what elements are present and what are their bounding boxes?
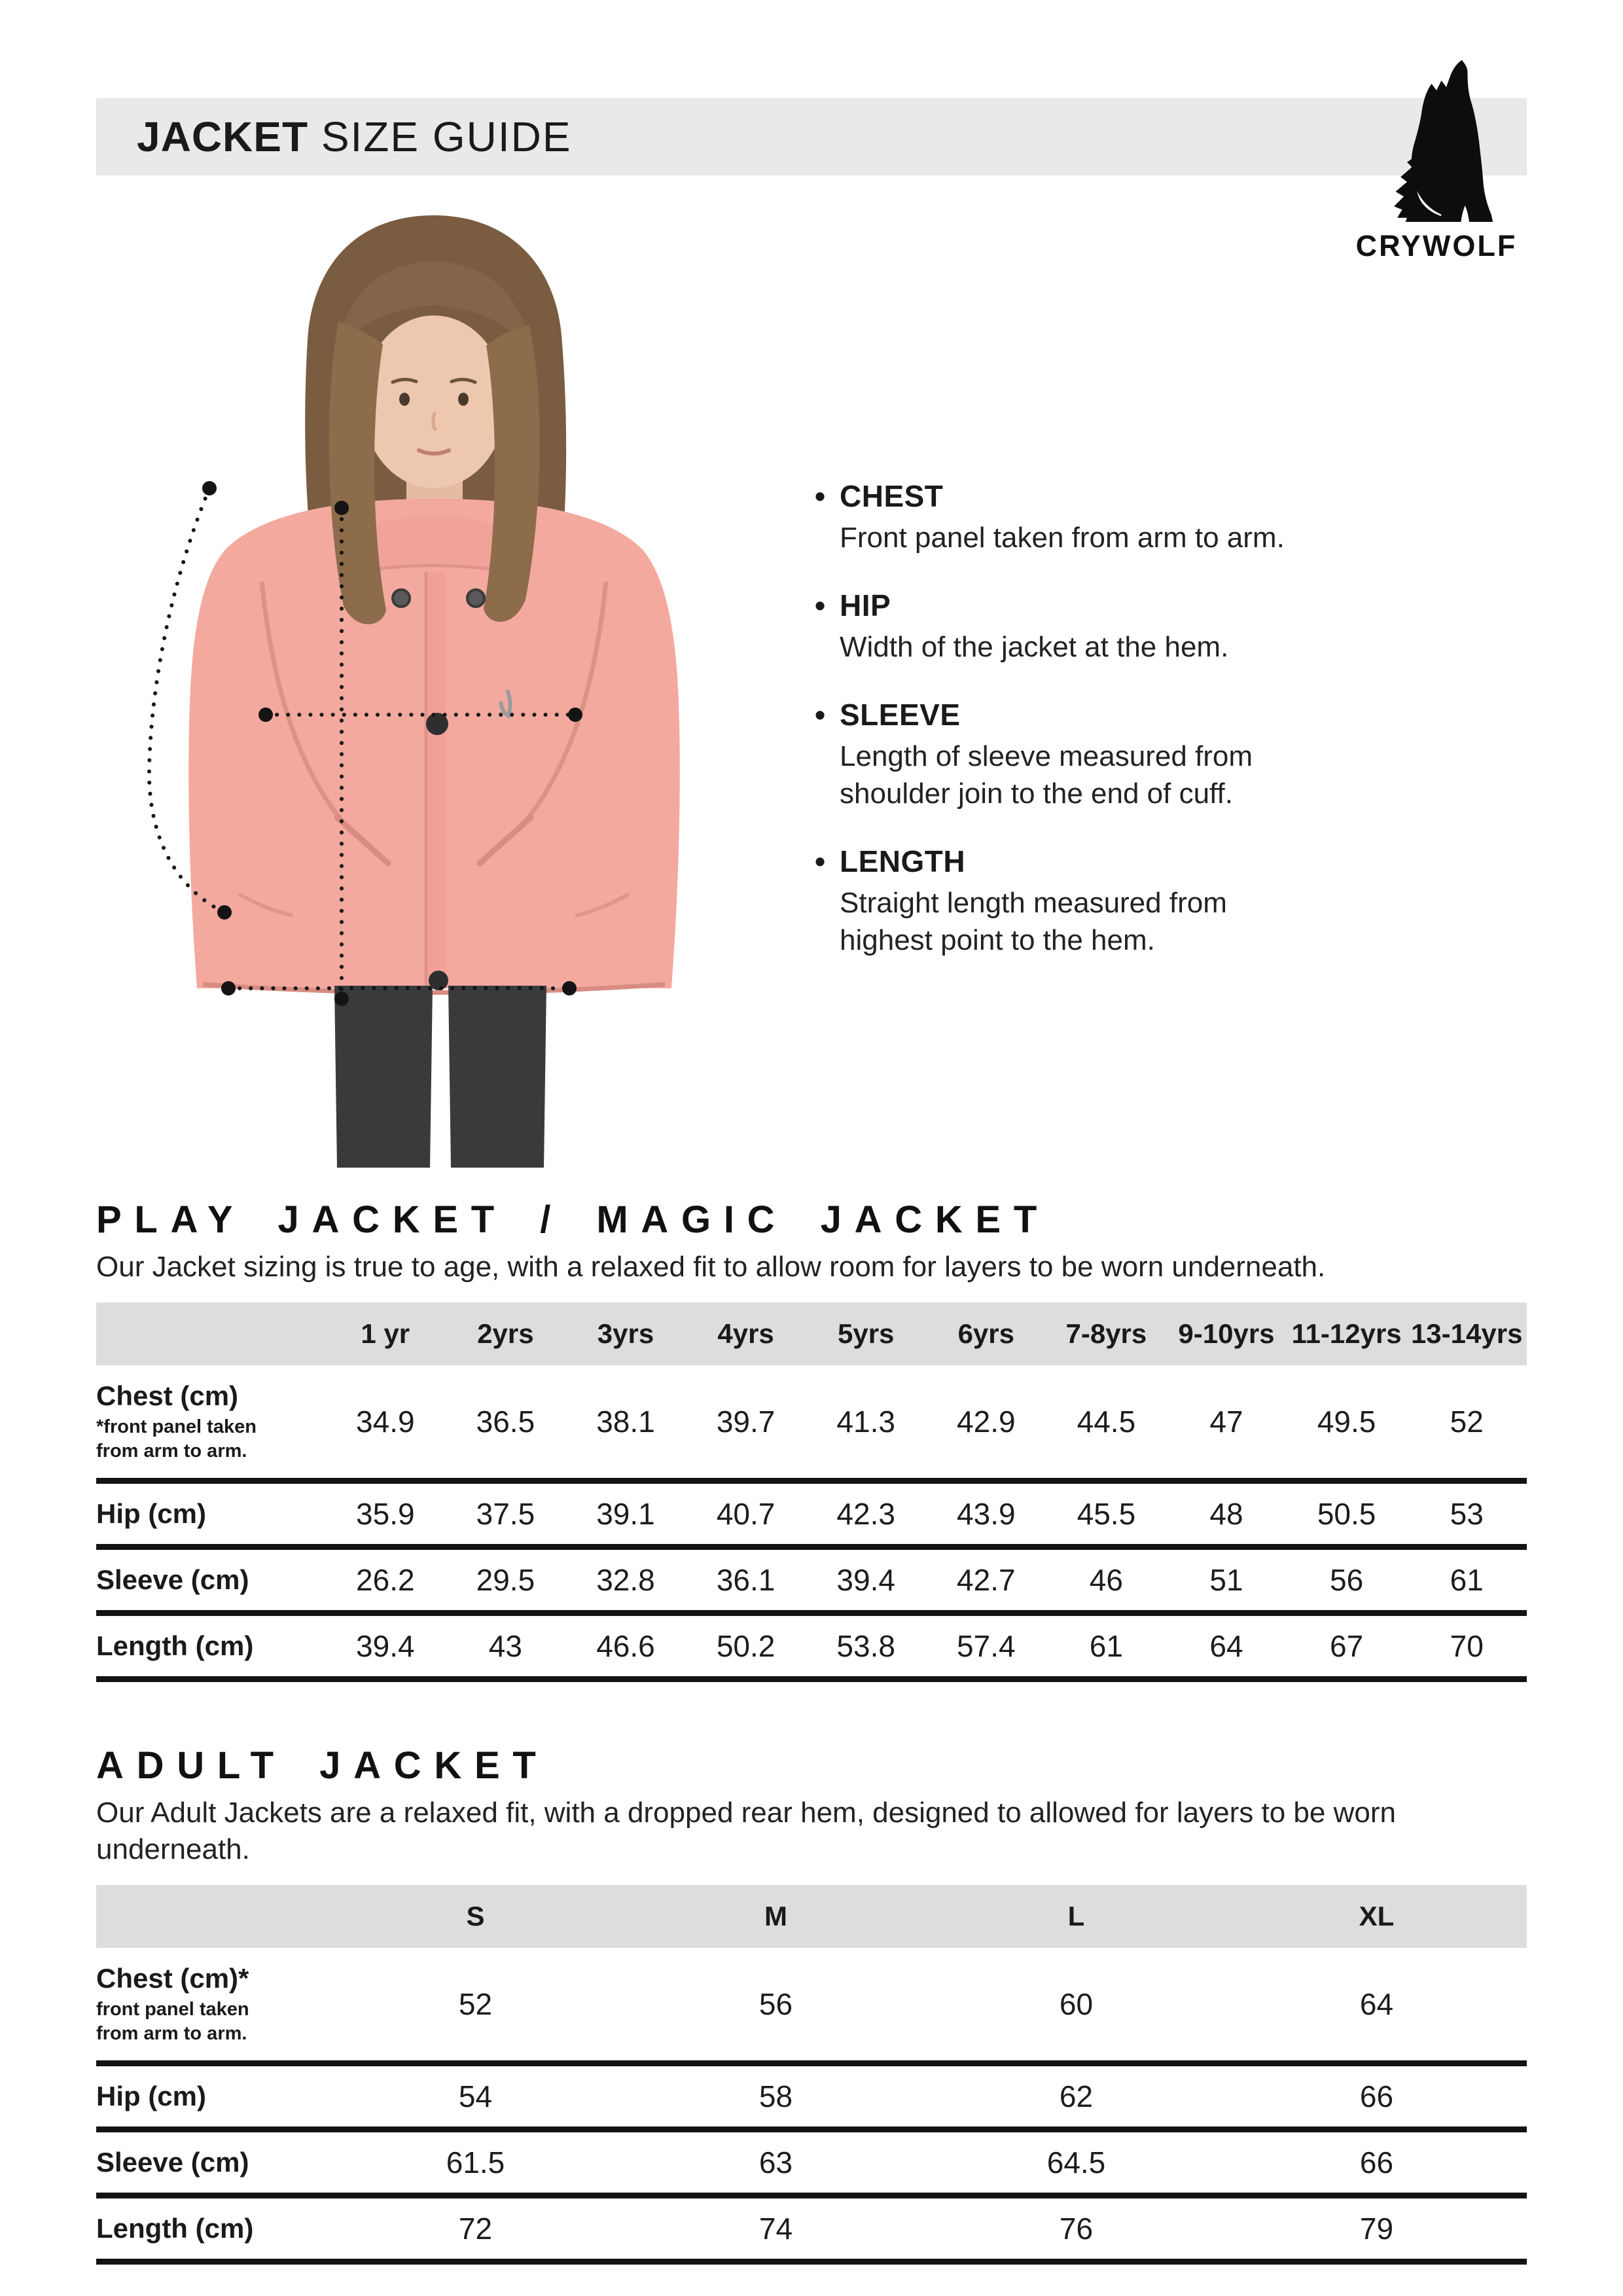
row-label — [96, 1491, 325, 1537]
play-jacket-size-table — [96, 1302, 1527, 1682]
size-value: 64 — [1359, 1987, 1394, 2021]
length-top-dot — [334, 501, 349, 515]
chest-left-dot — [259, 708, 273, 722]
size-value: 70 — [1450, 1629, 1484, 1663]
sleeve-cuff-dot — [217, 905, 232, 920]
size-value: 42.9 — [957, 1405, 1016, 1439]
size-value: 60 — [1059, 1987, 1094, 2021]
section-subtitle: Our Jacket sizing is true to age, with a relaxed fit to allow room for layers to be worn underneath. — [96, 1251, 1326, 1283]
brand-name: CRYWOLF — [1355, 229, 1518, 262]
collar-snap-right — [467, 590, 484, 607]
play-jacket-section — [96, 1199, 1527, 1682]
hero-section — [96, 199, 1527, 1181]
size-value: 76 — [1059, 2212, 1094, 2246]
row-label-text: Sleeve (cm) — [96, 1564, 249, 1595]
placket — [426, 572, 446, 988]
size-value: 46 — [1089, 1563, 1123, 1597]
column-header: 1 yr — [361, 1318, 410, 1349]
section-title: PLAY JACKET / MAGIC JACKET — [96, 1198, 1050, 1241]
table-header-row — [96, 1302, 1527, 1365]
length-bottom-dot — [334, 992, 349, 1006]
size-row — [96, 2066, 1527, 2132]
size-value: 42.3 — [836, 1497, 895, 1531]
measurement-term: SLEEVE — [840, 698, 961, 732]
row-note: front panel taken from arm to arm. — [96, 1999, 249, 2044]
column-header: L — [1067, 1901, 1085, 1931]
size-value: 61 — [1089, 1629, 1123, 1663]
size-value: 64.5 — [1046, 2145, 1106, 2179]
section-subtitle: Our Adult Jackets are a relaxed fit, with a dropped rear hem, designed to allowed for layers to be worn underneath. — [96, 1797, 1396, 1865]
size-value: 36.5 — [476, 1405, 535, 1439]
size-value: 43 — [488, 1629, 522, 1663]
size-value: 67 — [1330, 1629, 1364, 1663]
column-header: 4yrs — [717, 1318, 774, 1349]
size-value: 52 — [458, 1987, 493, 2021]
size-value: 53 — [1450, 1497, 1484, 1531]
brand-logo — [1348, 58, 1525, 263]
title-bar — [96, 98, 1527, 175]
size-value: 45.5 — [1077, 1497, 1136, 1531]
size-value: 66 — [1359, 2145, 1394, 2179]
measurement-item-length — [815, 844, 1325, 959]
column-header: 11-12yrs — [1291, 1318, 1402, 1349]
column-header: M — [764, 1901, 787, 1931]
size-value: 63 — [758, 2145, 793, 2179]
table-header-row — [96, 1885, 1527, 1948]
size-value: 41.3 — [836, 1405, 895, 1439]
size-value: 39.7 — [716, 1405, 776, 1439]
size-value: 48 — [1209, 1497, 1243, 1531]
row-label-text: Chest (cm)* — [96, 1963, 249, 1994]
size-value: 32.8 — [596, 1563, 655, 1597]
column-header: S — [466, 1901, 485, 1931]
size-value: 58 — [758, 2079, 793, 2113]
bullet-icon: • — [815, 588, 826, 622]
size-value: 56 — [758, 1987, 793, 2021]
size-value: 40.7 — [716, 1497, 776, 1531]
measurement-item-sleeve — [815, 697, 1325, 812]
face — [362, 315, 506, 488]
size-value: 46.6 — [596, 1629, 655, 1663]
row-label — [96, 1623, 325, 1669]
left-eye — [399, 393, 410, 406]
row-note: *front panel taken from arm to arm. — [96, 1416, 257, 1462]
hip-left-dot — [221, 981, 236, 996]
size-row — [96, 1948, 1527, 2066]
measurement-term: CHEST — [840, 479, 944, 513]
measurement-definition: Width of the jacket at the hem. — [840, 631, 1229, 663]
size-value: 72 — [458, 2212, 493, 2246]
bullet-icon: • — [815, 844, 826, 878]
howling-wolf-icon — [1371, 58, 1502, 225]
row-label — [96, 1557, 325, 1603]
section-title: ADULT JACKET — [96, 1744, 549, 1787]
size-value: 39.4 — [356, 1629, 415, 1663]
size-value: 51 — [1209, 1563, 1243, 1597]
bullet-icon: • — [815, 479, 826, 513]
size-value: 29.5 — [476, 1563, 535, 1597]
size-row — [96, 1550, 1527, 1616]
hip-right-dot — [562, 981, 577, 996]
bullet-icon: • — [815, 698, 826, 732]
row-label — [96, 2206, 325, 2251]
page-title-light: SIZE GUIDE — [308, 113, 572, 160]
size-value: 49.5 — [1317, 1405, 1376, 1439]
size-value: 53.8 — [836, 1629, 895, 1663]
size-value: 44.5 — [1077, 1405, 1136, 1439]
size-value: 47 — [1209, 1405, 1243, 1439]
chest-right-dot — [568, 708, 582, 722]
size-value: 50.5 — [1317, 1497, 1376, 1531]
page-title-bold: JACKET — [137, 113, 309, 160]
row-label-text: Hip (cm) — [96, 1498, 206, 1529]
size-value: 36.1 — [716, 1563, 776, 1597]
measurement-definition: Front panel taken from arm to arm. — [840, 522, 1285, 554]
size-value: 37.5 — [476, 1497, 535, 1531]
size-value: 52 — [1450, 1405, 1484, 1439]
measurement-item-hip — [815, 588, 1325, 666]
size-value: 38.1 — [596, 1405, 655, 1439]
measurement-term: HIP — [840, 588, 891, 622]
row-label-text: Chest (cm) — [96, 1380, 239, 1411]
size-value: 43.9 — [957, 1497, 1016, 1531]
size-row — [96, 1365, 1527, 1484]
size-row — [96, 2198, 1527, 2265]
measurement-term: LENGTH — [840, 844, 966, 878]
size-value: 64 — [1209, 1629, 1243, 1663]
size-value: 74 — [758, 2212, 793, 2246]
size-row — [96, 2132, 1527, 2198]
size-value: 79 — [1359, 2212, 1394, 2246]
row-label — [96, 2140, 325, 2185]
size-value: 42.7 — [957, 1563, 1016, 1597]
column-header: 7-8yrs — [1065, 1318, 1147, 1349]
measurement-definition: Length of sleeve measured from shoulder join to the end of cuff. — [840, 740, 1253, 810]
column-header: 2yrs — [477, 1318, 534, 1349]
column-header: 6yrs — [957, 1318, 1014, 1349]
pants-left — [334, 986, 433, 1168]
size-value: 39.4 — [836, 1563, 895, 1597]
size-value: 50.2 — [716, 1629, 776, 1663]
right-eye — [458, 393, 469, 406]
size-value: 62 — [1059, 2079, 1094, 2113]
size-row — [96, 1484, 1527, 1550]
size-value: 54 — [458, 2079, 493, 2113]
size-value: 61 — [1450, 1563, 1484, 1597]
adult-jacket-size-table — [96, 1885, 1527, 2265]
size-value: 61.5 — [446, 2145, 505, 2179]
size-row — [96, 1616, 1527, 1682]
column-header: XL — [1359, 1901, 1395, 1931]
size-value: 26.2 — [356, 1563, 415, 1597]
row-label-text: Length (cm) — [96, 1630, 254, 1661]
size-value: 35.9 — [356, 1497, 415, 1531]
measurement-item-chest — [815, 478, 1325, 556]
collar-snap-left — [393, 590, 410, 607]
row-label — [96, 1956, 325, 2053]
column-header: 13-14yrs — [1410, 1318, 1523, 1349]
adult-jacket-section — [96, 1745, 1527, 2265]
measurement-definition: Straight length measured from highest point to the hem. — [840, 887, 1227, 956]
pants-right — [448, 986, 546, 1168]
size-value: 57.4 — [957, 1629, 1016, 1663]
row-label — [96, 2073, 325, 2119]
size-value: 66 — [1359, 2079, 1394, 2113]
measurement-definitions — [815, 478, 1325, 990]
size-value: 56 — [1330, 1563, 1364, 1597]
row-label-text: Hip (cm) — [96, 2081, 206, 2111]
row-label — [96, 1373, 325, 1470]
size-value: 34.9 — [356, 1405, 415, 1439]
row-label-text: Sleeve (cm) — [96, 2147, 249, 2178]
column-header: 9-10yrs — [1178, 1318, 1275, 1349]
row-label-text: Length (cm) — [96, 2213, 254, 2244]
child-model-photo — [141, 206, 740, 1168]
column-header: 3yrs — [597, 1318, 654, 1349]
sleeve-shoulder-dot — [202, 481, 217, 495]
size-value: 39.1 — [596, 1497, 655, 1531]
column-header: 5yrs — [837, 1318, 895, 1349]
